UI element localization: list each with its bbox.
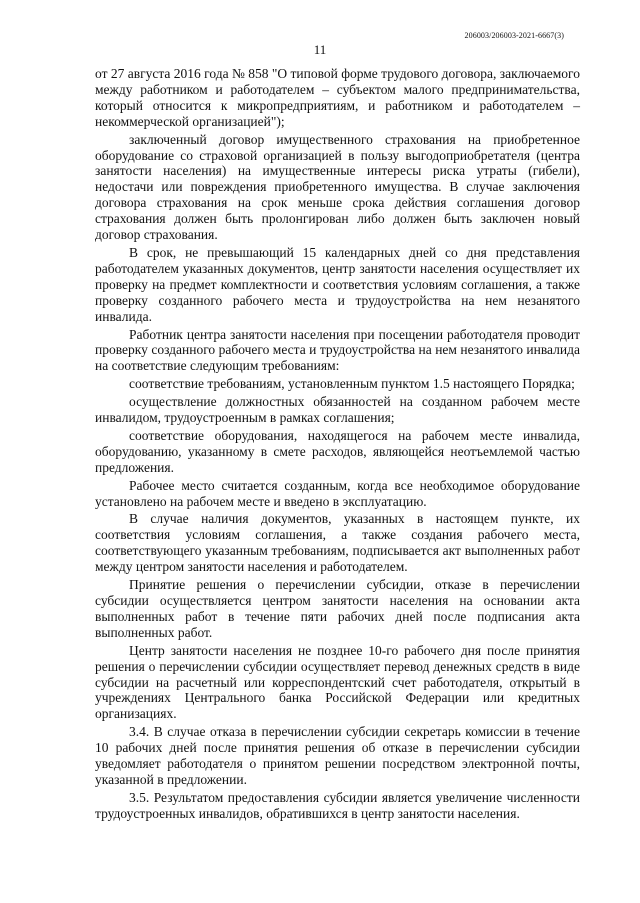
- paragraph: Центр занятости населения не позднее 10-го рабочего дня после принятия решения о перечислении субсидии осуществляет перевод денежных средств в виде субсидии на расчетный или корреспондентский счет работодателя, открытый в учреждениях Центрального банка Российской Федерации или кредитных организациях.: [95, 642, 580, 722]
- document-id: 206003/206003-2021-6667(3): [464, 31, 564, 40]
- paragraph: Рабочее место считается созданным, когда все необходимое оборудование установлено на рабочем месте и введено в эксплуатацию.: [95, 477, 580, 509]
- paragraph: соответствие оборудования, находящегося на рабочем месте инвалида, оборудованию, указанному в смете расходов, являющейся неотъемлемой частью предложения.: [95, 427, 580, 475]
- paragraph: 3.4. В случае отказа в перечислении субсидии секретарь комиссии в течение 10 рабочих дней после принятия решения об отказе в перечислении субсидии уведомляет работодателя о принятом решении посредством электронной почты, указанной в предложении.: [95, 724, 580, 787]
- document-body: [95, 66, 580, 824]
- paragraph: Принятие решения о перечислении субсидии, отказе в перечислении субсидии осуществляется центром занятости населения на основании акта выполненных работ в течение пяти рабочих дней после подписания акта выполненных работ.: [95, 577, 580, 640]
- paragraph: В срок, не превышающий 15 календарных дней со дня представления работодателем указанных документов, центр занятости населения осуществляет их проверку на предмет комплектности и соответствия условиям соглашения, а также проверку созданного рабочего места и трудоустройства на нем незанятого инвалида.: [95, 244, 580, 324]
- paragraph: соответствие требованиям, установленным пунктом 1.5 настоящего Порядка;: [129, 376, 575, 392]
- paragraph: В случае наличия документов, указанных в настоящем пункте, их соответствия условиям соглашения, а также создания рабочего места, соответствующего указанным требованиям, подписывается акт выполненных работ между центром занятости населения и работодателем.: [95, 511, 580, 575]
- paragraph: 3.5. Результатом предоставления субсидии является увеличение численности трудоустроенных инвалидов, обратившихся в центр занятости населения.: [95, 789, 580, 821]
- paragraph: заключенный договор имущественного страхования на приобретенное оборудование со страховой организацией в пользу выгодоприобретателя (центра занятости населения) на имущественные интересы риска утраты (гибели), недостачи или повреждения приобретенного имущества. В случае заключения договора страхования на срок меньше срока действия соглашения договор страхования должен быть пролонгирован либо должен быть заключен новый договор страхования.: [95, 131, 580, 243]
- paragraph: осуществление должностных обязанностей на созданном рабочем месте инвалидом, трудоустроенным в рамках соглашения;: [95, 394, 580, 426]
- paragraph: от 27 августа 2016 года № 858 "О типовой форме трудового договора, заключаемого между работником и работодателем – субъектом малого предпринимательства, который относится к микропредприятиям, и работником и работодателем – некоммерческой организацией");: [95, 66, 580, 129]
- page-number: 11: [313, 42, 327, 57]
- paragraph: Работник центра занятости населения при посещении работодателя проводит проверку созданного рабочего места и трудоустройства на нем незанятого инвалида на соответствие следующим требованиям:: [95, 326, 580, 374]
